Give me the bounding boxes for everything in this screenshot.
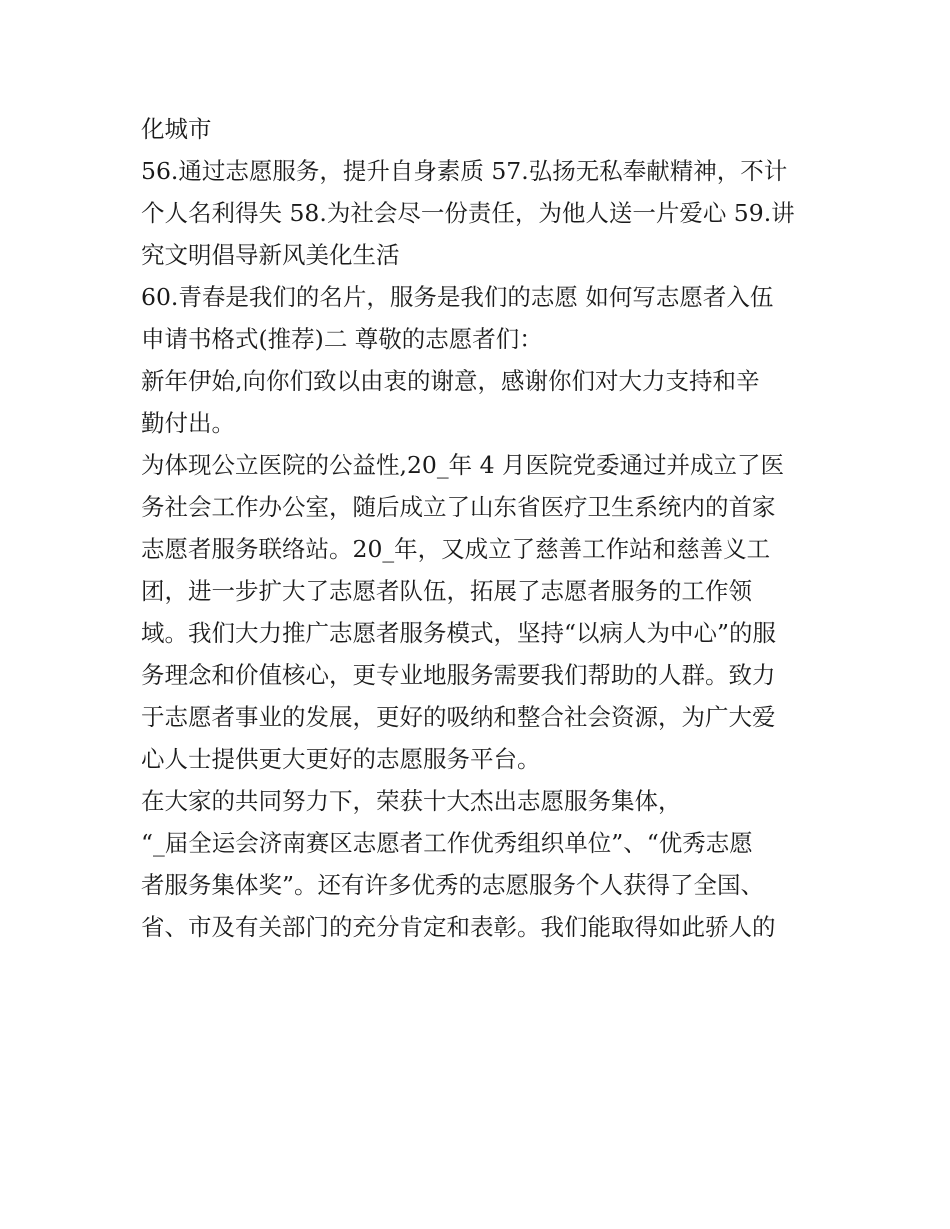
text-line: 于志愿者事业的发展，更好的吸纳和整合社会资源，为广大爱: [141, 703, 776, 731]
text-line: 勤付出。: [141, 409, 235, 437]
text-line: 心人士提供更大更好的志愿服务平台。: [141, 745, 541, 773]
text-line: 域。我们大力推广志愿者服务模式，坚持“以病人为中心”的服: [141, 619, 777, 647]
text-line: 究文明倡导新风美化生活: [141, 241, 400, 269]
text-line: 在大家的共同努力下，荣获十大杰出志愿服务集体，: [141, 787, 682, 815]
text-line: 化城市: [141, 115, 212, 143]
text-line: 志愿者服务联络站。20_年，又成立了慈善工作站和慈善义工: [141, 535, 771, 563]
text-line: 团，进一步扩大了志愿者队伍，拓展了志愿者服务的工作领: [141, 577, 752, 605]
text-line: 新年伊始,向你们致以由衷的谢意，感谢你们对大力支持和辛: [141, 367, 760, 395]
text-line: 省、市及有关部门的充分肯定和表彰。我们能取得如此骄人的: [141, 913, 776, 941]
text-line: 务社会工作办公室，随后成立了山东省医疗卫生系统内的首家: [141, 493, 776, 521]
document-body: [141, 108, 813, 948]
text-line: “_届全运会济南赛区志愿者工作优秀组织单位”、“优秀志愿: [141, 829, 753, 857]
text-line: 56.通过志愿服务，提升自身素质 57.弘扬无私奉献精神，不计: [141, 157, 788, 185]
text-line: 个人名利得失 58.为社会尽一份责任，为他人送一片爱心 59.讲: [141, 199, 795, 227]
text-line: 60.青春是我们的名片，服务是我们的志愿 如何写志愿者入伍: [141, 283, 774, 311]
text-line: 务理念和价值核心，更专业地服务需要我们帮助的人群。致力: [141, 661, 776, 689]
text-line: 者服务集体奖”。还有许多优秀的志愿服务个人获得了全国、: [141, 871, 765, 899]
text-line: 为体现公立医院的公益性,20_年 4 月医院党委通过并成立了医: [141, 451, 785, 479]
text-line: 申请书格式(推荐)二 尊敬的志愿者们：: [141, 325, 543, 353]
